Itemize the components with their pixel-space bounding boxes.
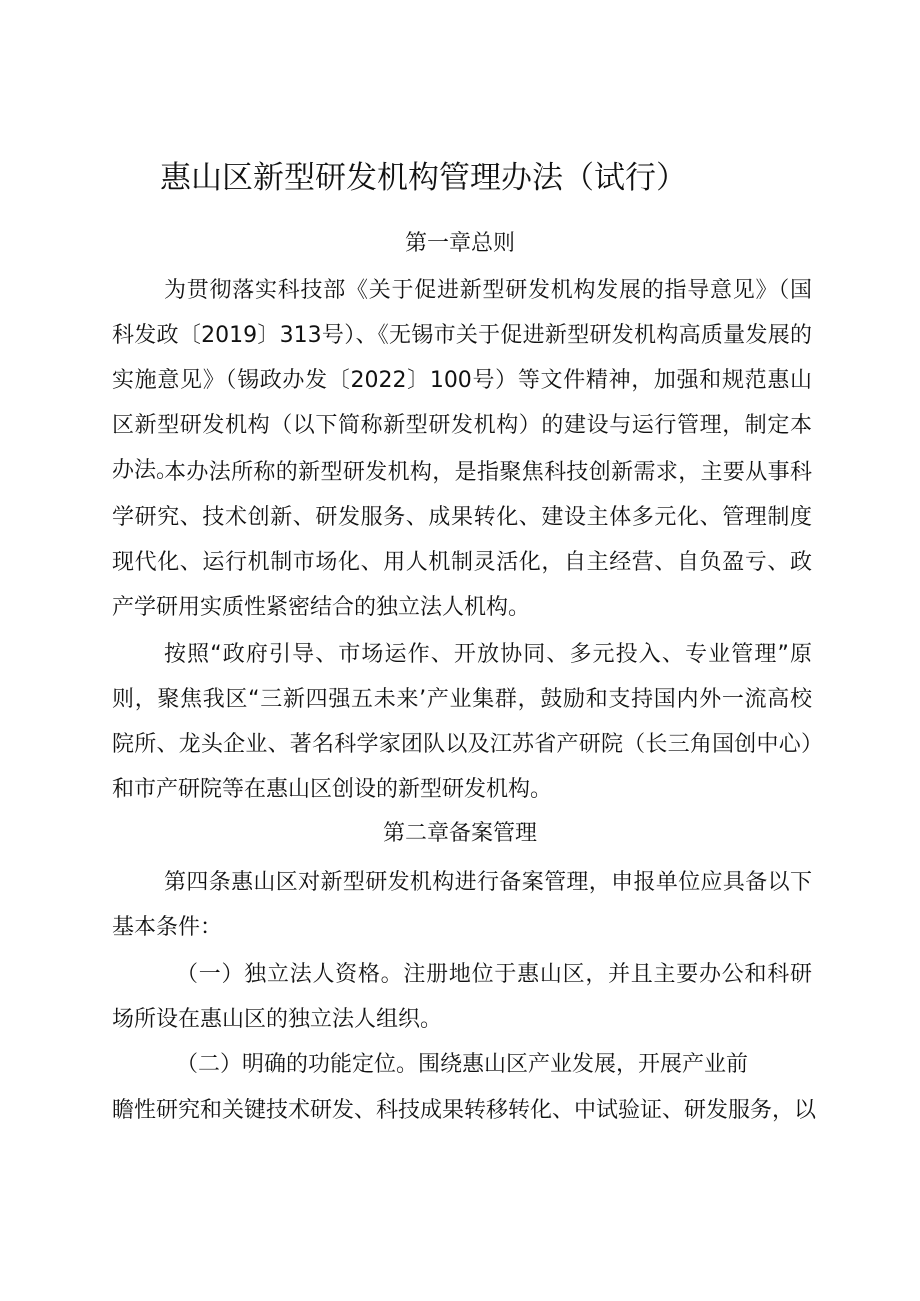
chapter-heading-2: 第二章备案管理 — [382, 821, 537, 846]
document-title: 惠山区新型研发机构管理办法（试行） — [160, 160, 687, 196]
paragraph-article-4: 第四条惠山区对新型研发机构进行备案管理，申报单位应具备以下基本条件： — [112, 870, 812, 940]
paragraph-principle: 按照“政府引导、市场运作、开放协同、多元投入、专业管理”原则，聚焦我区“三新四强五未来’产业集群，鼓励和支持国内外一流高校院所、龙头企业、著名科学家团队以及江苏省产研院（长三角国创中心）和市产研院等在惠山区创设的新型研发机构。 — [112, 642, 812, 802]
paragraph-purpose: 为贯彻落实科技部《关于促进新型研发机构发展的指导意见》（国科发政〔2019〕313号）、《无锡市关于促进新型研发机构高质量发展的实施意见》（锡政办发〔2022〕100号）等文件精神，加强和规范惠山区新型研发机构（以下简称新型研发机构）的建设与运行管理，制定本办法。 — [112, 278, 812, 483]
paragraph-condition-1: （一）独立法人资格。注册地位于惠山区，并且主要办公和科研场所设在惠山区的独立法人组织。 — [112, 962, 812, 1032]
chapter-heading-1: 第一章总则 — [404, 231, 515, 256]
paragraph-condition-2-line1: （二）明确的功能定位。围绕惠山区产业发展，开展产业前 — [176, 1052, 749, 1077]
paragraph-definition: 本办法所称的新型研发机构，是指聚焦科技创新需求，主要从事科学研究、技术创新、研发服务、成果转化、建设主体多元化、管理制度现代化、运行机制市场化、用人机制灵活化，自主经营、自负盈亏、政产学研用实质性紧密结合的独立法人机构。 — [112, 460, 812, 620]
paragraph-condition-2-line2: 瞻性研究和关键技术研发、科技成果转移转化、中试验证、研发服务，以 — [112, 1098, 817, 1123]
